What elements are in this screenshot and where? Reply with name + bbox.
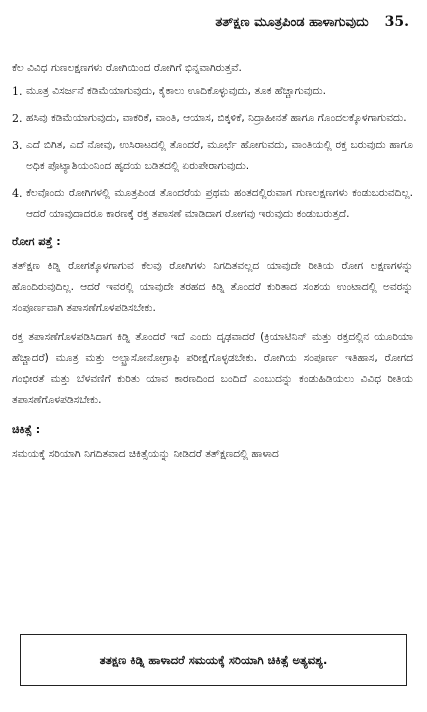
diagnosis-paragraph: ರಕ್ತ ತಪಾಸಣೆಗೊಳಪಡಿಸಿದಾಗ ಕಿಡ್ನಿ ತೊಂದರೆ ಇದೆ ಎಂದು ದೃಢವಾದರೆ (ಕ್ರಿಯಾಟಿನಿನ್ ಮತ್ತು ರಕ್ತದಲ್ಲಿನ ಯೂರಿಯಾ ಹೆಚ್ಚಾದರೆ) ಮೂತ್ರ ಮತ್ತು ಅಲ್ಟ್ರಾಸೋನೋಗ್ರಾಫಿ ಪರೀಕ್ಷೆಗೊಳ್ಳಡಬೇಕು. ರೋಗಿಯ ಸಂಪೂರ್ಣ ಇತಿಹಾಸ, ರೋಗದ ಗಂಭೀರತೆ ಮತ್ತು ಬೆಳವಣಿಗೆ ಕುರಿತು ಯಾವ ಕಾರಣದಿಂದ ಬಂದಿದೆ ಎಂಬುದನ್ನು ಕಂಡುಹಿಡಿಯಲು ವಿವಿಧ ರೀತಿಯ ತಪಾಸಣೆಗೊಳಪಡಿಸಬೇಕು.: [12, 331, 413, 406]
page-header: [215, 14, 409, 30]
page-number: 35.: [384, 14, 409, 30]
list-item: [12, 135, 413, 177]
list-text: ಎದೆ ಬಿಗಿತ, ಎದೆ ನೋವು, ಉಸಿರಾಟದಲ್ಲಿ ತೊಂದರೆ, ಮೂರ್ಛೆ ಹೋಗುವದು, ವಾಂತಿಯಲ್ಲಿ ರಕ್ತ ಬರುವುದು ಹಾಗೂ ಅಧಿಕ ಪೊಟ್ಯಾಶಿಯಂನಿಂದ ಹೃದಯ ಬಡಿತದಲ್ಲಿ ಏರುಪೇರಾಗುವುದು.: [26, 139, 413, 172]
list-item: [12, 81, 413, 102]
list-text: ಮೂತ್ರ ವಿಸರ್ಜನೆ ಕಡಿಮೆಯಾಗುವುದು, ಕೈಕಾಲು ಊದಿಕೊಳ್ಳುವುದು, ತೂಕ ಹೆಚ್ಚಾಗುವುದು.: [26, 85, 327, 97]
treatment-paragraph: ಸಮಯಕ್ಕೆ ಸರಿಯಾಗಿ ನಿಗದಿತವಾದ ಚಿಕಿತ್ಸೆಯನ್ನು ನೀಡಿದರೆ ತತ್ಕ್ಷಣದಲ್ಲಿ ಹಾಳಾದ: [12, 448, 279, 460]
diagnosis-paragraph: ತತ್ಕ್ಷಣ ಕಿಡ್ನಿ ರೋಗಕ್ಕೊಳಗಾಗುವ ಕೆಲವು ರೋಗಿಗಳು ನಿಗದಿತವಲ್ಲದ ಯಾವುದೇ ರೀತಿಯ ರೋಗ ಲಕ್ಷಣಗಳನ್ನು ಹೊಂದಿರುವುದಿಲ್ಲ. ಆದರೆ ಇವರಲ್ಲಿ ಯಾವುದೇ ತರಹದ ಕಿಡ್ನಿ ತೊಂದರೆ ಕುರಿತಾದ ಸಂಶಯ ಉಂಟಾದಲ್ಲಿ ಅವರನ್ನು ಸಂಪೂರ್ಣವಾಗಿ ತಪಾಸಣೆಗೊಳಪಡಿಸಬೇಕು.: [12, 260, 413, 314]
diagnosis-heading: ರೋಗ ಪತ್ತೆ :: [12, 235, 61, 248]
callout-box: [20, 634, 407, 686]
running-title: ತತ್ಕ್ಷಣ ಮೂತ್ರಪಿಂಡ ಹಾಳಾಗುವುದು: [215, 15, 369, 30]
page-content: [12, 58, 413, 473]
list-number: 4.: [12, 187, 23, 200]
list-item: [12, 183, 413, 225]
list-item: [12, 108, 413, 129]
list-number: 3.: [12, 139, 23, 152]
treatment-heading: ಚಿಕಿತ್ಸೆ :: [12, 423, 41, 436]
list-number: 2.: [12, 112, 23, 125]
symptom-list: [12, 81, 413, 225]
list-text: ಕೆಲವೊಂದು ರೋಗಿಗಳಲ್ಲಿ ಮೂತ್ರಪಿಂಡ ತೊಂದರೆಯ ಪ್ರಥಮ ಹಂತದಲ್ಲಿರುವಾಗ ಗುಣಲಕ್ಷಣಗಳು ಕಂಡುಬರುವದಿಲ್ಲ. ಆದರೆ ಯಾವುದಾದರೂ ಕಾರಣಕ್ಕೆ ರಕ್ತ ತಪಾಸಣೆ ಮಾಡಿದಾಗ ರೋಗವು ಇರುವುದು ಕಂಡುಬರುತ್ತದೆ.: [26, 187, 413, 220]
list-number: 1.: [12, 85, 23, 98]
intro-text: ಕೆಲ ವಿವಿಧ ಗುಣಲಕ್ಷಣಗಳು ರೋಗಿಯಿಂದ ರೋಗಿಗೆ ಭಿನ್ನವಾಗಿರುತ್ತವೆ.: [12, 62, 242, 74]
list-text: ಹಸಿವು ಕಡಿಮೆಯಾಗುವುದು, ವಾಕರಿಕೆ, ವಾಂತಿ, ಆಯಾಸ, ಬಿಕ್ಕಳಿಕೆ, ನಿದ್ರಾಹೀನತೆ ಹಾಗೂ ಗೊಂದಲಕ್ಕೊಳಗಾಗುವದು.: [26, 112, 407, 124]
callout-text: ತತಕ್ಷಣ ಕಿಡ್ನಿ ಹಾಳಾದರೆ ಸಮಯಕ್ಕೆ ಸರಿಯಾಗಿ ಚಿಕಿತ್ಸೆ ಅತ್ಯವಶ್ಯ.: [99, 652, 328, 667]
